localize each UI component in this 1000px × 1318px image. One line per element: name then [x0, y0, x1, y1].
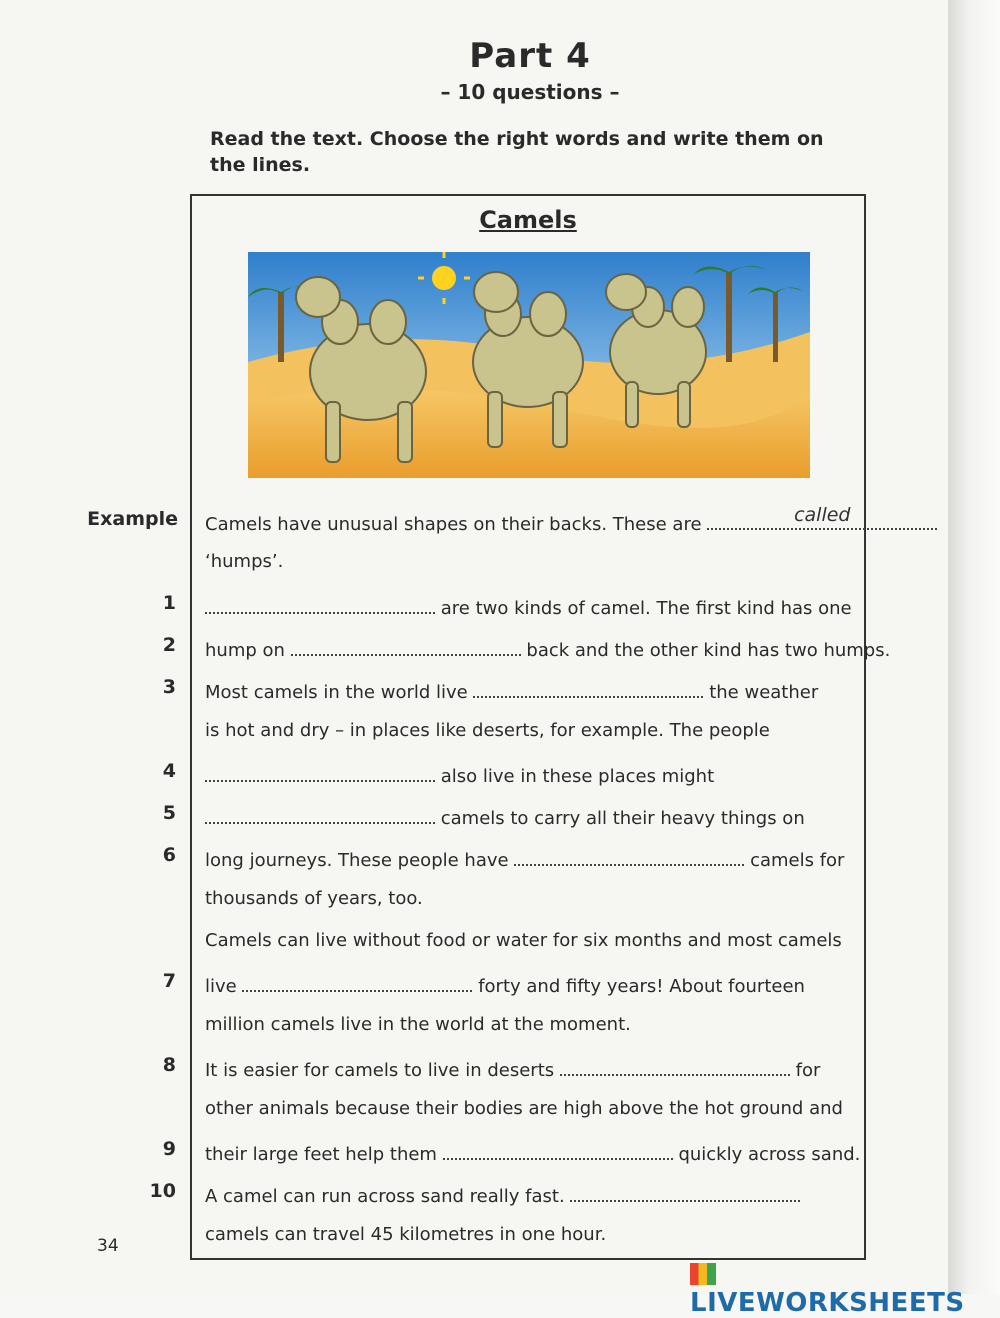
text-line [205, 1014, 631, 1035]
text-line [205, 636, 890, 661]
line-text: their large feet help them [205, 1144, 437, 1165]
line-text: Camels have unusual shapes on their backs. These are [205, 514, 702, 535]
line-text: for [795, 1060, 821, 1081]
line-text: thousands of years, too. [205, 888, 423, 909]
part-title: Part 4 [469, 36, 591, 76]
text-line [205, 594, 852, 619]
watermark-logo [690, 1258, 1000, 1318]
line-text: Most camels in the world live [205, 682, 468, 703]
watermark-text: LIVEWORKSHEETS [690, 1288, 965, 1318]
question-label: 3 [162, 676, 176, 698]
answer-blank[interactable] [570, 1182, 800, 1202]
answer-blank[interactable] [242, 972, 472, 992]
line-text: hump on [205, 640, 285, 661]
question-label: 6 [162, 844, 176, 866]
line-text: live [205, 976, 237, 997]
text-line [205, 930, 842, 951]
question-label: 9 [162, 1138, 176, 1160]
line-text: It is easier for camels to live in deserts [205, 1060, 555, 1081]
line-text: camels for [750, 850, 845, 871]
answer-blank[interactable] [205, 804, 435, 824]
example-answer: called [794, 504, 851, 526]
page-edge [948, 0, 1000, 1294]
text-line [205, 720, 770, 741]
text-line [205, 1224, 606, 1245]
question-label: 5 [162, 802, 176, 824]
line-text: A camel can run across sand really fast. [205, 1186, 565, 1207]
text-line [205, 762, 714, 787]
line-text: long journeys. These people have [205, 850, 509, 871]
question-label: 7 [162, 970, 176, 992]
text-line [205, 846, 844, 871]
text-line [205, 972, 805, 997]
text-line [205, 551, 283, 572]
instruction-text: Read the text. Choose the right words and write them on the lines. [210, 128, 824, 176]
line-text: million camels live in the world at the moment. [205, 1014, 631, 1035]
text-line [205, 1182, 800, 1207]
answer-blank[interactable] [205, 762, 435, 782]
question-count: – 10 questions – [440, 80, 620, 104]
question-label: Example [87, 508, 178, 530]
answer-blank[interactable] [473, 678, 703, 698]
line-text: also live in these places might [440, 766, 715, 787]
line-text: are two kinds of camel. The first kind has one [440, 598, 852, 619]
text-line [205, 1098, 843, 1119]
answer-blank[interactable] [560, 1056, 790, 1076]
text-line [205, 1056, 820, 1081]
answer-blank[interactable] [707, 504, 937, 530]
line-text: the weather [709, 682, 819, 703]
line-text: ‘humps’. [205, 551, 284, 572]
text-line [205, 504, 937, 535]
text-line [205, 678, 818, 703]
text-line [205, 804, 805, 829]
answer-blank[interactable] [205, 594, 435, 614]
line-text: camels to carry all their heavy things on [440, 808, 805, 829]
camels-in-desert-illustration [248, 252, 810, 478]
text-line [205, 1140, 860, 1165]
line-text: quickly across sand. [678, 1144, 861, 1165]
answer-blank[interactable] [443, 1140, 673, 1160]
line-text: other animals because their bodies are high above the hot ground and [205, 1098, 843, 1119]
question-label: 2 [162, 634, 176, 656]
answer-blank[interactable] [514, 846, 744, 866]
text-line [205, 888, 423, 909]
line-text: camels can travel 45 kilometres in one hour. [205, 1224, 607, 1245]
line-text: is hot and dry – in places like deserts, for example. The people [205, 720, 770, 741]
question-label: 1 [162, 592, 176, 614]
line-text: back and the other kind has two humps. [526, 640, 891, 661]
logo-blocks-icon [690, 1263, 716, 1285]
question-label: 10 [149, 1180, 176, 1202]
line-text: forty and fifty years! About fourteen [478, 976, 805, 997]
line-text: Camels can live without food or water for six months and most camels [205, 930, 842, 951]
answer-blank[interactable] [291, 636, 521, 656]
page-number: 34 [97, 1236, 119, 1256]
question-label: 4 [162, 760, 176, 782]
text-title: Camels [479, 206, 577, 234]
question-label: 8 [162, 1054, 176, 1076]
